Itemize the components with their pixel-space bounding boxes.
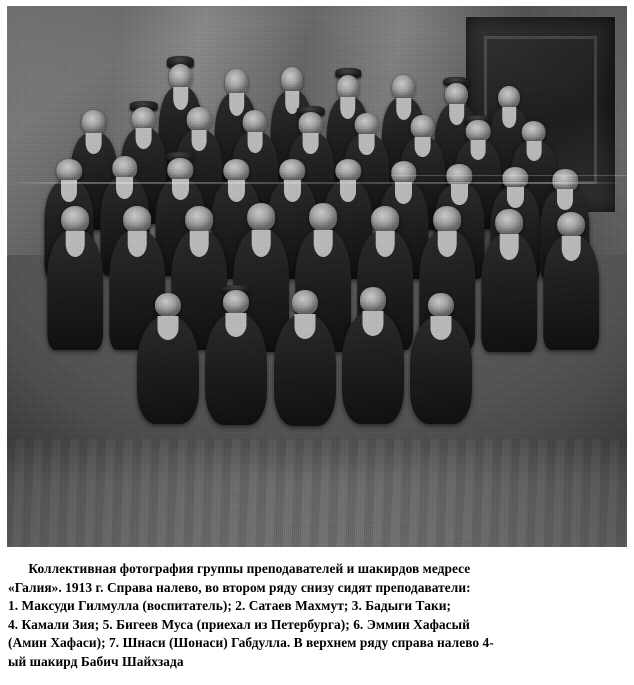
person-figure-teacher bbox=[543, 212, 599, 347]
head-shape bbox=[447, 164, 473, 187]
collar-shape bbox=[470, 140, 486, 160]
collar-shape bbox=[228, 180, 245, 202]
collar-shape bbox=[61, 180, 78, 202]
caption-line-3: 1. Максуди Гилмулла (воспитатель); 2. Сатаев Махмут; 3. Бадыги Таки; bbox=[8, 598, 451, 614]
head-shape bbox=[247, 203, 275, 231]
collar-shape bbox=[362, 311, 383, 336]
head-shape bbox=[155, 293, 181, 317]
head-shape bbox=[187, 107, 211, 132]
person-figure-front bbox=[137, 293, 199, 428]
body-shape bbox=[342, 311, 404, 424]
body-shape bbox=[481, 234, 537, 352]
head-shape bbox=[292, 290, 318, 315]
head-shape bbox=[61, 206, 89, 233]
head-shape bbox=[337, 75, 360, 100]
collar-shape bbox=[557, 189, 574, 209]
collar-shape bbox=[66, 231, 85, 257]
head-shape bbox=[299, 112, 323, 135]
head-shape bbox=[123, 206, 151, 233]
person-figure-front bbox=[205, 287, 267, 428]
photo-caption bbox=[0, 556, 634, 672]
caption-line-5: (Амин Хафаси); 7. Шнаси (Шонаси) Габдулла. В верхнем ряду справа налево 4- bbox=[8, 635, 494, 651]
head-shape bbox=[225, 69, 248, 95]
head-shape bbox=[224, 159, 250, 183]
head-shape bbox=[466, 120, 490, 142]
studio-floor bbox=[7, 439, 627, 547]
collar-shape bbox=[172, 179, 189, 200]
head-shape bbox=[243, 110, 267, 134]
collar-shape bbox=[191, 130, 207, 151]
collar-shape bbox=[451, 184, 468, 205]
person-figure-front bbox=[342, 287, 404, 428]
head-shape bbox=[433, 206, 461, 233]
collar-shape bbox=[395, 182, 412, 203]
collar-shape bbox=[252, 230, 271, 257]
body-shape bbox=[543, 236, 599, 350]
person-figure-teacher bbox=[47, 206, 103, 347]
head-shape bbox=[393, 75, 416, 101]
collar-shape bbox=[86, 133, 102, 154]
body-shape bbox=[47, 231, 103, 349]
head-shape bbox=[309, 203, 337, 231]
collar-shape bbox=[284, 180, 301, 202]
collar-shape bbox=[376, 231, 395, 257]
head-shape bbox=[552, 169, 578, 191]
collar-shape bbox=[507, 187, 524, 208]
collar-shape bbox=[128, 231, 147, 257]
collar-shape bbox=[430, 316, 451, 340]
caption-lines bbox=[8, 560, 626, 672]
head-shape bbox=[335, 159, 361, 183]
collar-shape bbox=[116, 177, 133, 199]
head-shape bbox=[428, 293, 454, 317]
collar-shape bbox=[359, 134, 375, 154]
head-shape bbox=[391, 161, 417, 184]
collar-shape bbox=[526, 141, 542, 161]
collar-shape bbox=[247, 132, 263, 153]
head-shape bbox=[223, 290, 249, 314]
head-shape bbox=[498, 86, 521, 110]
head-shape bbox=[503, 167, 529, 190]
collar-shape bbox=[562, 236, 581, 261]
head-shape bbox=[169, 64, 192, 90]
collar-shape bbox=[303, 133, 319, 153]
caption-line-1: Коллективная фотография группы преподавателей и шакирдов медресе bbox=[8, 561, 471, 576]
group-photograph bbox=[7, 6, 627, 547]
collar-shape bbox=[226, 313, 247, 338]
head-shape bbox=[522, 121, 546, 144]
collar-shape bbox=[340, 180, 357, 202]
collar-shape bbox=[135, 128, 151, 149]
caption-line-6: ый шакирд Бабич Шайхзада bbox=[8, 653, 184, 669]
head-shape bbox=[279, 159, 305, 183]
head-shape bbox=[185, 206, 213, 233]
body-shape bbox=[410, 316, 472, 424]
head-shape bbox=[495, 209, 523, 236]
head-shape bbox=[360, 287, 386, 312]
head-shape bbox=[445, 83, 468, 107]
person-figure-front bbox=[274, 290, 336, 431]
person-figure-teacher bbox=[481, 209, 537, 350]
collar-shape bbox=[414, 137, 430, 157]
caption-line-2: «Галия». 1913 г. Справа налево, во втором ряду снизу сидят преподаватели: bbox=[8, 579, 471, 595]
head-shape bbox=[131, 107, 155, 131]
head-shape bbox=[355, 113, 379, 137]
head-shape bbox=[281, 67, 304, 94]
collar-shape bbox=[158, 316, 179, 340]
collar-shape bbox=[294, 314, 315, 339]
head-shape bbox=[371, 206, 399, 233]
head-shape bbox=[56, 159, 82, 183]
body-shape bbox=[205, 313, 267, 426]
head-shape bbox=[410, 115, 434, 139]
collar-shape bbox=[190, 231, 209, 257]
body-shape bbox=[274, 314, 336, 427]
body-shape bbox=[137, 316, 199, 424]
collar-shape bbox=[438, 231, 457, 257]
caption-line-4: 4. Камали Зия; 5. Бигеев Муса (приехал из Петербурга); 6. Эммин Хафасый bbox=[8, 616, 470, 632]
head-shape bbox=[168, 158, 194, 181]
collar-shape bbox=[500, 234, 519, 260]
collar-shape bbox=[314, 230, 333, 257]
person-figure-front bbox=[410, 293, 472, 428]
head-shape bbox=[112, 156, 138, 180]
head-shape bbox=[557, 212, 585, 238]
head-shape bbox=[82, 110, 106, 135]
